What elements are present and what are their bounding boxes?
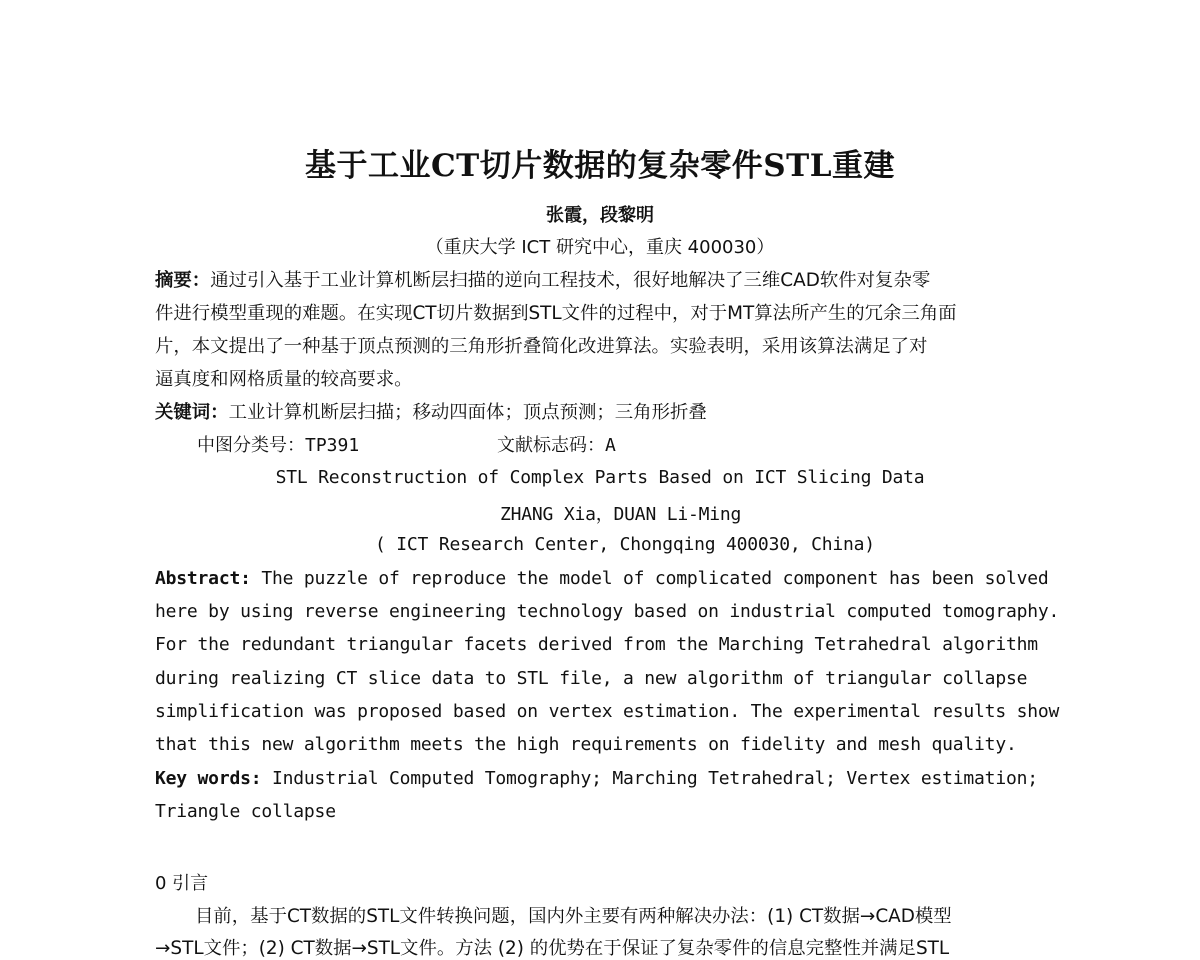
keywords-cn-text: 工业计算机断层扫描；移动四面体；顶点预测；三角形折叠 xyxy=(228,402,707,423)
abstract-en-label: Abstract: xyxy=(155,568,251,589)
document-code-value: A xyxy=(605,435,616,456)
intro-paragraph-line: 目前，基于CT数据的STL文件转换问题，国内外主要有两种解决办法：(1) CT数据→CAD模型 xyxy=(195,906,952,927)
abstract-en-line: For the redundant triangular facets derived from the Marching Tetrahedral algorithm xyxy=(155,634,1038,655)
abstract-cn-text: 通过引入基于工业计算机断层扫描的逆向工程技术，很好地解决了三维CAD软件对复杂零 xyxy=(210,270,931,291)
keywords-en-line: Triangle collapse xyxy=(155,801,336,822)
abstract-cn-line: 逼真度和网格质量的较高要求。 xyxy=(155,369,413,390)
abstract-cn-line xyxy=(155,264,930,297)
affiliation-en: ( ICT Research Center, Chongqing 400030, China) xyxy=(375,534,875,555)
abstract-cn-line: 件进行模型重现的难题。在实现CT切片数据到STL文件的过程中，对于MT算法所产生的冗余三角面 xyxy=(155,303,957,324)
abstract-cn-line: 片，本文提出了一种基于顶点预测的三角形折叠简化改进算法。实验表明，采用该算法满足了对 xyxy=(155,336,928,357)
abstract-en-line: during realizing CT slice data to STL file, a new algorithm of triangular collapse xyxy=(155,668,1028,689)
keywords-en-label: Key words: xyxy=(155,768,262,789)
paper-title-en: STL Reconstruction of Complex Parts Based on ICT Slicing Data xyxy=(275,467,925,488)
keywords-en xyxy=(155,768,1038,789)
classification-value: TP391 xyxy=(305,435,360,456)
section-heading: 0 引言 xyxy=(155,873,209,894)
abstract-cn-label: 摘要： xyxy=(155,270,211,291)
keywords-cn-label: 关键词： xyxy=(155,402,229,423)
keywords-en-text: Industrial Computed Tomography; Marching Tetrahedral; Vertex estimation; xyxy=(261,768,1038,789)
affiliation-cn: （重庆大学 ICT 研究中心，重庆 400030） xyxy=(425,237,775,258)
abstract-en-line xyxy=(155,568,1049,589)
intro-paragraph-line: →STL文件；(2) CT数据→STL文件。方法 (2) 的优势在于保证了复杂零件的信息完整性并满足STL xyxy=(155,938,950,959)
document-code xyxy=(497,431,616,457)
classification-label: 中图分类号： xyxy=(197,435,305,456)
abstract-en-line: that this new algorithm meets the high requirements on fidelity and mesh quality. xyxy=(155,734,1017,755)
keywords-cn xyxy=(155,396,707,429)
document-code-label: 文献标志码： xyxy=(497,435,605,456)
authors-en: ZHANG Xia，DUAN Li-Ming xyxy=(500,504,742,525)
abstract-en-text: The puzzle of reproduce the model of complicated component has been solved xyxy=(250,568,1049,589)
paper-title-cn: 基于工业CT切片数据的复杂零件STL重建 xyxy=(305,148,895,184)
abstract-en-line: simplification was proposed based on vertex estimation. The experimental results show xyxy=(155,701,1060,722)
authors-cn: 张霞，段黎明 xyxy=(546,205,654,226)
abstract-en-line: here by using reverse engineering technology based on industrial computed tomography. xyxy=(155,601,1060,622)
classification xyxy=(197,431,359,457)
